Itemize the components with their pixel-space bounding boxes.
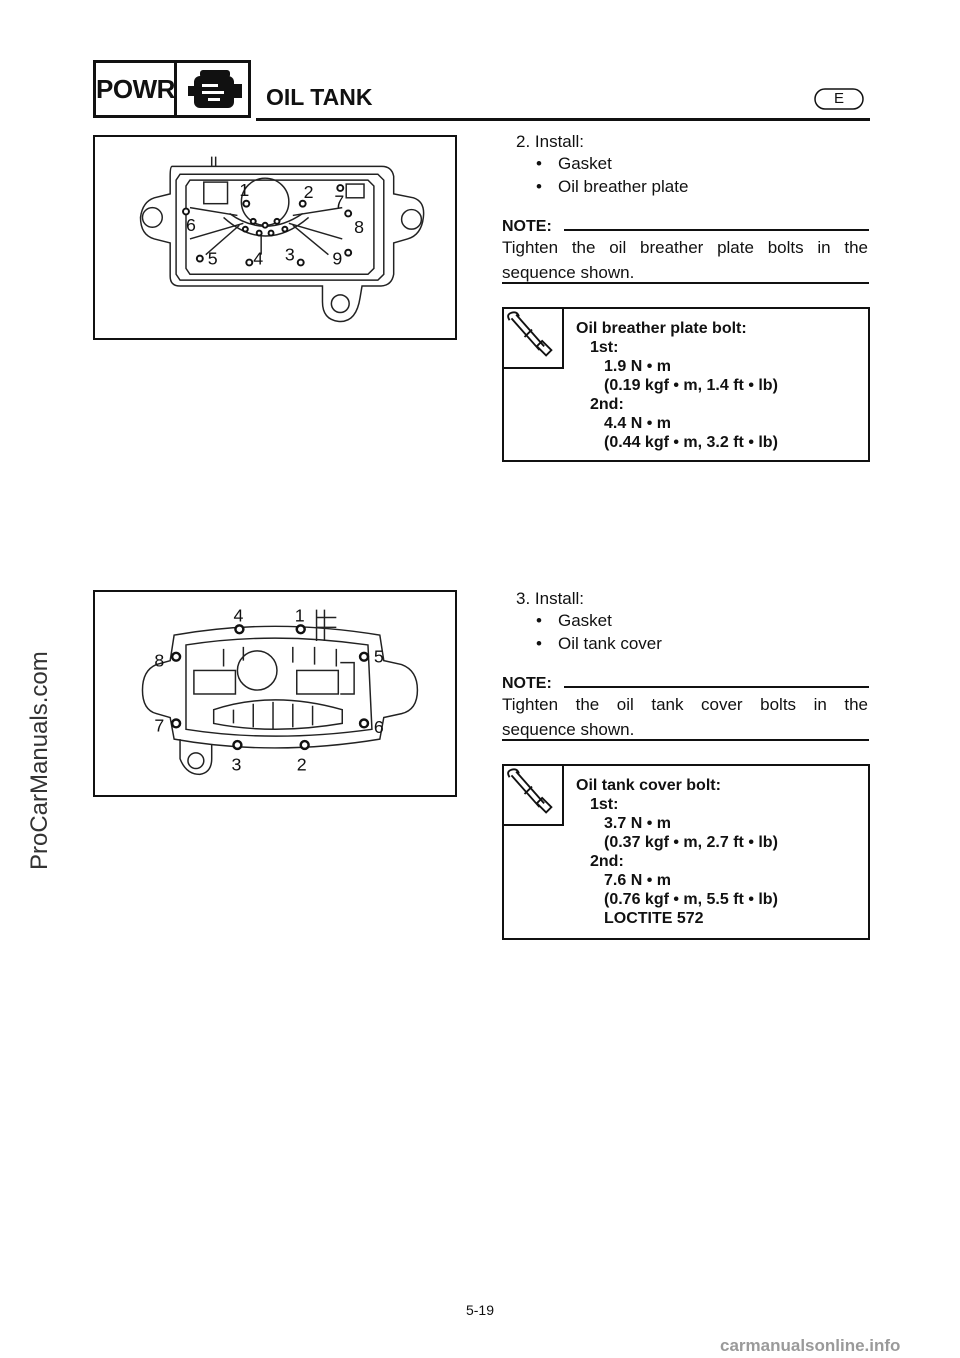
bolt-label: 8 [354, 217, 365, 238]
engine-icon [186, 64, 246, 114]
bolt-label: 2 [296, 754, 307, 775]
list-item: • Oil breather plate [558, 177, 688, 197]
note-end-rule [502, 282, 869, 284]
bolt-label: 6 [373, 717, 384, 738]
spec-stage: 2nd: [590, 396, 624, 413]
bottom-watermark: carmanualsonline.info [720, 1336, 901, 1355]
spec-value: 1.9 N • m [604, 358, 671, 375]
list-item: • Gasket [558, 611, 612, 631]
header-rule [256, 118, 870, 121]
spec-stage: 1st: [590, 796, 619, 813]
torque-wrench-icon [504, 766, 564, 826]
bolt-label: 7 [154, 715, 165, 736]
list-item: • Oil tank cover [558, 634, 662, 654]
section-code: POWR [96, 74, 175, 104]
spec-value: 4.4 N • m [604, 415, 671, 432]
note-label: NOTE: [502, 675, 552, 692]
torque-wrench-icon [504, 309, 564, 369]
torque-spec-box [502, 764, 870, 940]
page-title: OIL TANK [266, 84, 373, 110]
list-item: • Gasket [558, 154, 612, 174]
tank-cover-figure [93, 590, 457, 797]
spec-value-alt: (0.76 kgf • m, 5.5 ft • lb) [604, 891, 778, 908]
spec-heading: Oil breather plate bolt: [576, 320, 747, 337]
spec-value: 3.7 N • m [604, 815, 671, 832]
bolt-label: 5 [373, 646, 384, 667]
note-text [502, 692, 868, 742]
note-line: sequence shown. [502, 720, 635, 739]
spec-stage: 2nd: [590, 853, 624, 870]
bolt-label: 1 [294, 605, 305, 626]
bolt-label: 4 [233, 605, 244, 626]
bolt-label: 7 [334, 191, 345, 212]
note-line: sequence shown. [502, 263, 635, 282]
note-label: NOTE: [502, 218, 552, 235]
bolt-label: 9 [332, 248, 343, 269]
note-line: Tighten the oil tank cover bolts in the [502, 695, 868, 714]
page-number: 5-19 [465, 1302, 495, 1318]
torque-spec-box [502, 307, 870, 462]
breather-plate-figure [93, 135, 457, 340]
bolt-label: 6 [185, 215, 196, 236]
spec-value: 7.6 N • m [604, 872, 671, 889]
bolt-label: 3 [231, 754, 242, 775]
bolt-label: 8 [154, 650, 165, 671]
spec-value-alt: (0.44 kgf • m, 3.2 ft • lb) [604, 434, 778, 451]
note-rule [564, 229, 869, 231]
bolt-label: 5 [207, 248, 218, 269]
spec-value-alt: (0.19 kgf • m, 1.4 ft • lb) [604, 377, 778, 394]
bolt-label: 2 [303, 181, 314, 202]
note-line: Tighten the oil breather plate bolts in the [502, 238, 868, 257]
spec-stage: 1st: [590, 339, 619, 356]
language-label: E [833, 90, 844, 107]
bolt-label: 1 [239, 179, 250, 200]
note-text [502, 235, 868, 285]
note-end-rule [502, 739, 869, 741]
note-rule [564, 686, 869, 688]
bolt-label: 4 [253, 248, 264, 269]
spec-sealant: LOCTITE 572 [604, 910, 704, 927]
side-watermark: ProCarManuals.com [26, 651, 53, 870]
spec-heading: Oil tank cover bolt: [576, 777, 721, 794]
bolt-label: 3 [284, 244, 295, 265]
spec-value-alt: (0.37 kgf • m, 2.7 ft • lb) [604, 834, 778, 851]
step-2-title: 2. Install: [516, 132, 585, 151]
step-3-title: 3. Install: [516, 589, 585, 608]
